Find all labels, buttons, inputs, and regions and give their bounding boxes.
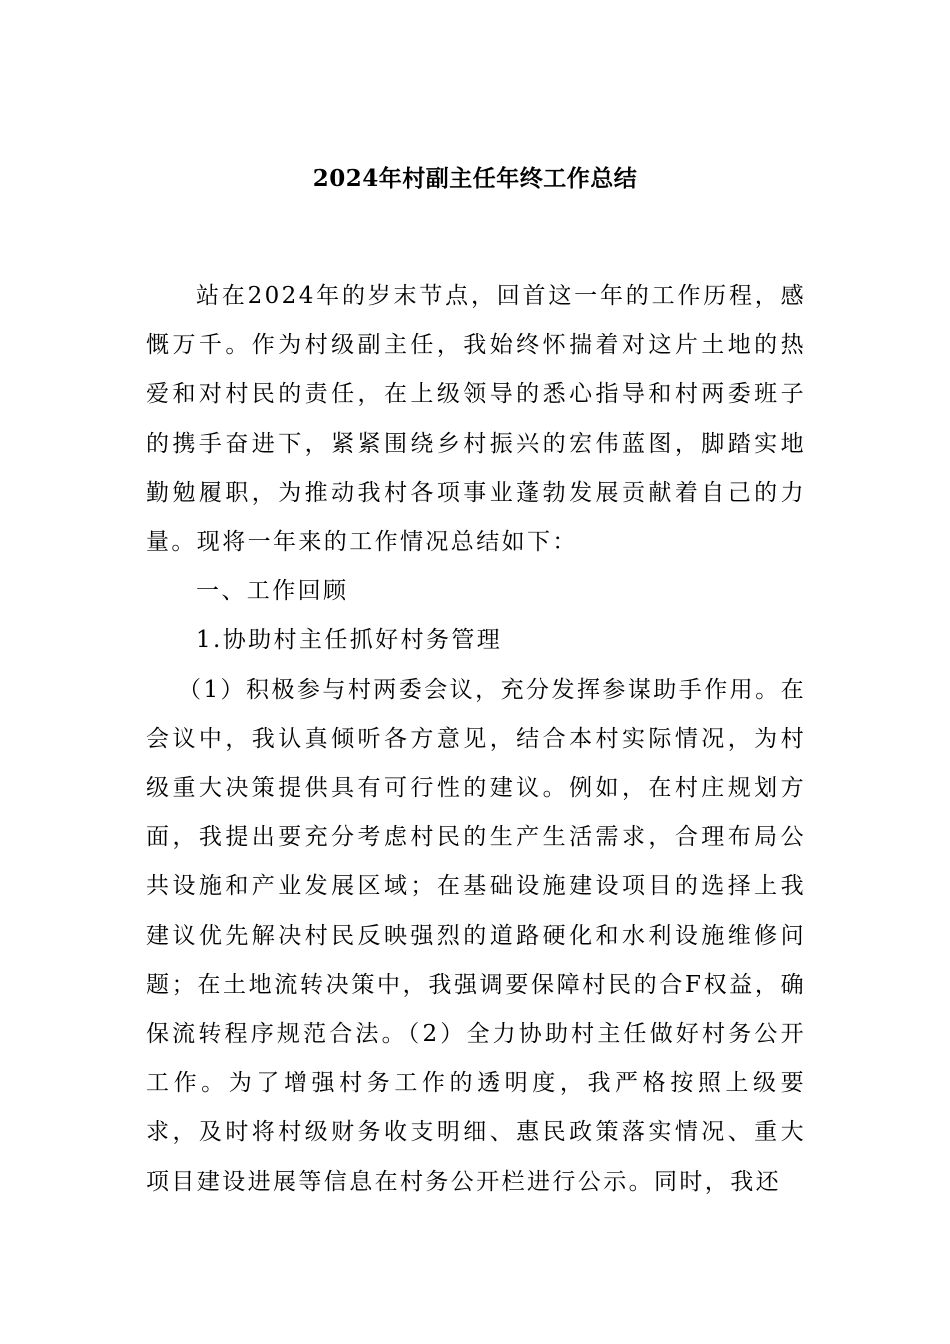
section-heading-work-review: 一、工作回顾 [196,578,349,605]
intro-paragraph: 站在2024年的岁末节点，回首这一年的工作历程，感慨万千。作为村级副主任，我始终怀揣着对这片土地的热爱和对村民的责任，在上级领导的悉心指导和村两委班子的携手奋进下，紧紧围绕乡村振兴的宏伟蓝图，脚踏实地勤勉履职，为推动我村各项事业蓬勃发展贡献着自己的力量。现将一年来的工作情况总结如下： [146,283,806,556]
document-title: 2024年村副主任年终工作总结 [312,165,638,192]
body-paragraph: （1）积极参与村两委会议，充分发挥参谋助手作用。在会议中，我认真倾听各方意见，结合本村实际情况，为村级重大决策提供具有可行性的建议。例如，在村庄规划方面，我提出要充分考虑村民的生产生活需求，合理布局公共设施和产业发展区域；在基础设施建设项目的选择上我建议优先解决村民反映强烈的道路硬化和水利设施维修问题；在土地流转决策中，我强调要保障村民的合F权益，确保流转程序规范合法。（2）全力协助村主任做好村务公开工作。为了增强村务工作的透明度，我严格按照上级要求，及时将村级财务收支明细、惠民政策落实情况、重大项目建设进展等信息在村务公开栏进行公示。同时，我还 [146,676,806,1195]
document-body [146,272,806,1207]
subsection-heading-village-affairs: 1.协助村主任抓好村务管理 [196,627,503,654]
